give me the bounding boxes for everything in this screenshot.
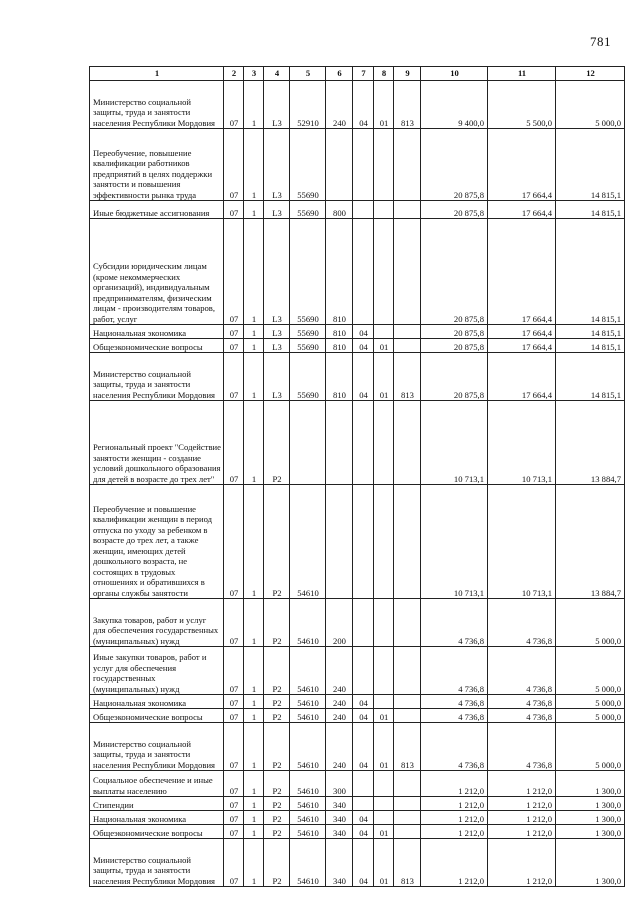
- amount-col-12-cell: 14 815,1: [556, 325, 625, 339]
- code-col-5-cell: 54610: [290, 825, 326, 839]
- code-col-6-cell: 810: [326, 325, 353, 339]
- row-name-cell: Национальная экономика: [90, 325, 224, 339]
- code-col-4-cell: P2: [264, 797, 290, 811]
- amount-col-11-cell: 17 664,4: [488, 129, 556, 201]
- code-col-6-cell: 240: [326, 647, 353, 695]
- code-col-4-cell: L3: [264, 219, 290, 325]
- code-col-2-cell: 07: [224, 401, 244, 485]
- code-col-5-cell: 54610: [290, 709, 326, 723]
- amount-col-10-cell: 1 212,0: [421, 825, 488, 839]
- code-col-7-cell: 04: [353, 695, 374, 709]
- row-name-cell: Общеэкономические вопросы: [90, 709, 224, 723]
- budget-table: [89, 66, 625, 887]
- amount-col-10-cell: 1 212,0: [421, 771, 488, 797]
- code-col-9-cell: [394, 599, 421, 647]
- amount-col-11-cell: 17 664,4: [488, 339, 556, 353]
- table-row: [90, 839, 625, 887]
- row-name-cell: Переобучение и повышение квалификации женщин в период отпуска по уходу за ребенком в возрасте до трех лет, а также женщин, имеющих детей дошкольного возраста, не состоящих в трудовых отношениях и обратившихся в органы службы занятости: [90, 485, 224, 599]
- table-row: [90, 401, 625, 485]
- code-col-8-cell: 01: [374, 81, 394, 129]
- code-col-8-cell: 01: [374, 339, 394, 353]
- code-col-2-cell: 07: [224, 129, 244, 201]
- code-col-8-cell: 01: [374, 709, 394, 723]
- code-col-4-cell: L3: [264, 325, 290, 339]
- amount-col-10-cell: 10 713,1: [421, 485, 488, 599]
- code-col-7-cell: 04: [353, 325, 374, 339]
- code-col-8-cell: [374, 325, 394, 339]
- code-col-6-cell: 240: [326, 723, 353, 771]
- code-col-6-cell: 240: [326, 695, 353, 709]
- amount-col-12-cell: 5 000,0: [556, 723, 625, 771]
- amount-col-11-cell: 4 736,8: [488, 709, 556, 723]
- code-col-3-cell: 1: [244, 129, 264, 201]
- amount-col-12-cell: 1 300,0: [556, 839, 625, 887]
- code-col-9-cell: [394, 797, 421, 811]
- code-col-4-cell: P2: [264, 647, 290, 695]
- amount-col-11-cell: 5 500,0: [488, 81, 556, 129]
- code-col-6-cell: [326, 485, 353, 599]
- code-col-5-cell: 54610: [290, 839, 326, 887]
- amount-col-12-cell: 5 000,0: [556, 709, 625, 723]
- amount-col-12-cell: 1 300,0: [556, 825, 625, 839]
- amount-col-12-cell: 13 884,7: [556, 401, 625, 485]
- code-col-5-cell: 54610: [290, 599, 326, 647]
- code-col-2-cell: 07: [224, 723, 244, 771]
- amount-col-12-cell: 14 815,1: [556, 219, 625, 325]
- code-col-9-cell: [394, 485, 421, 599]
- code-col-4-cell: P2: [264, 771, 290, 797]
- amount-col-10-cell: 4 736,8: [421, 723, 488, 771]
- code-col-7-cell: [353, 201, 374, 219]
- header-col-3: 3: [244, 67, 264, 81]
- code-col-3-cell: 1: [244, 353, 264, 401]
- table-row: [90, 723, 625, 771]
- amount-col-10-cell: 4 736,8: [421, 599, 488, 647]
- table-row: [90, 129, 625, 201]
- code-col-6-cell: [326, 129, 353, 201]
- code-col-9-cell: [394, 771, 421, 797]
- code-col-6-cell: 240: [326, 81, 353, 129]
- code-col-9-cell: [394, 339, 421, 353]
- amount-col-10-cell: 4 736,8: [421, 709, 488, 723]
- code-col-6-cell: 340: [326, 839, 353, 887]
- row-name-cell: Закупка товаров, работ и услуг для обеспечения государственных (муниципальных) нужд: [90, 599, 224, 647]
- table-row: [90, 81, 625, 129]
- code-col-9-cell: [394, 201, 421, 219]
- code-col-4-cell: P2: [264, 485, 290, 599]
- code-col-6-cell: 340: [326, 825, 353, 839]
- code-col-9-cell: 813: [394, 353, 421, 401]
- code-col-4-cell: L3: [264, 201, 290, 219]
- code-col-2-cell: 07: [224, 695, 244, 709]
- amount-col-12-cell: 14 815,1: [556, 129, 625, 201]
- code-col-2-cell: 07: [224, 353, 244, 401]
- amount-col-12-cell: 1 300,0: [556, 771, 625, 797]
- code-col-6-cell: 340: [326, 797, 353, 811]
- code-col-4-cell: P2: [264, 709, 290, 723]
- code-col-4-cell: P2: [264, 695, 290, 709]
- amount-col-11-cell: 4 736,8: [488, 723, 556, 771]
- code-col-5-cell: [290, 401, 326, 485]
- amount-col-12-cell: 5 000,0: [556, 647, 625, 695]
- code-col-3-cell: 1: [244, 825, 264, 839]
- code-col-2-cell: 07: [224, 201, 244, 219]
- amount-col-12-cell: 13 884,7: [556, 485, 625, 599]
- code-col-5-cell: 54610: [290, 771, 326, 797]
- code-col-3-cell: 1: [244, 695, 264, 709]
- code-col-6-cell: 300: [326, 771, 353, 797]
- code-col-2-cell: 07: [224, 771, 244, 797]
- table-row: [90, 599, 625, 647]
- row-name-cell: Общеэкономические вопросы: [90, 825, 224, 839]
- code-col-9-cell: [394, 695, 421, 709]
- header-col-11: 11: [488, 67, 556, 81]
- amount-col-10-cell: 20 875,8: [421, 353, 488, 401]
- code-col-4-cell: L3: [264, 129, 290, 201]
- code-col-2-cell: 07: [224, 325, 244, 339]
- code-col-7-cell: 04: [353, 353, 374, 401]
- header-col-5: 5: [290, 67, 326, 81]
- row-name-cell: Иные закупки товаров, работ и услуг для обеспечения государственных (муниципальных) нужд: [90, 647, 224, 695]
- amount-col-11-cell: 1 212,0: [488, 771, 556, 797]
- code-col-3-cell: 1: [244, 339, 264, 353]
- row-name-cell: Национальная экономика: [90, 695, 224, 709]
- row-name-cell: Национальная экономика: [90, 811, 224, 825]
- code-col-2-cell: 07: [224, 811, 244, 825]
- code-col-8-cell: [374, 129, 394, 201]
- table-row: [90, 201, 625, 219]
- table-row: [90, 485, 625, 599]
- page-number: 781: [590, 34, 611, 49]
- header-col-12: 12: [556, 67, 625, 81]
- code-col-8-cell: [374, 201, 394, 219]
- code-col-9-cell: 813: [394, 839, 421, 887]
- code-col-7-cell: [353, 797, 374, 811]
- header-col-2: 2: [224, 67, 244, 81]
- code-col-3-cell: 1: [244, 771, 264, 797]
- amount-col-12-cell: 5 000,0: [556, 81, 625, 129]
- amount-col-10-cell: 9 400,0: [421, 81, 488, 129]
- code-col-5-cell: 55690: [290, 201, 326, 219]
- code-col-6-cell: [326, 401, 353, 485]
- code-col-7-cell: 04: [353, 723, 374, 771]
- amount-col-10-cell: 10 713,1: [421, 401, 488, 485]
- header-col-4: 4: [264, 67, 290, 81]
- code-col-8-cell: [374, 647, 394, 695]
- amount-col-10-cell: 1 212,0: [421, 839, 488, 887]
- code-col-7-cell: 04: [353, 81, 374, 129]
- code-col-9-cell: [394, 825, 421, 839]
- amount-col-10-cell: 20 875,8: [421, 219, 488, 325]
- row-name-cell: Региональный проект "Содействие занятости женщин - создание условий дошкольного образования для детей в возрасте до трех лет": [90, 401, 224, 485]
- code-col-4-cell: L3: [264, 81, 290, 129]
- amount-col-10-cell: 20 875,8: [421, 129, 488, 201]
- header-col-7: 7: [353, 67, 374, 81]
- code-col-3-cell: 1: [244, 709, 264, 723]
- code-col-5-cell: 54610: [290, 695, 326, 709]
- table-row: [90, 825, 625, 839]
- amount-col-12-cell: 5 000,0: [556, 695, 625, 709]
- table-row: [90, 325, 625, 339]
- row-name-cell: Министерство социальной защиты, труда и занятости населения Республики Мордовия: [90, 723, 224, 771]
- code-col-2-cell: 07: [224, 219, 244, 325]
- amount-col-10-cell: 20 875,8: [421, 339, 488, 353]
- code-col-6-cell: 800: [326, 201, 353, 219]
- code-col-3-cell: 1: [244, 325, 264, 339]
- code-col-2-cell: 07: [224, 647, 244, 695]
- code-col-5-cell: 55690: [290, 325, 326, 339]
- code-col-4-cell: P2: [264, 723, 290, 771]
- code-col-8-cell: [374, 219, 394, 325]
- code-col-7-cell: [353, 485, 374, 599]
- row-name-cell: Субсидии юридическим лицам (кроме некоммерческих организаций), индивидуальным предпринимателям, физическим лицам - производителям товаров, работ, услуг: [90, 219, 224, 325]
- amount-col-12-cell: 5 000,0: [556, 599, 625, 647]
- table-row: [90, 219, 625, 325]
- table-row: [90, 771, 625, 797]
- code-col-2-cell: 07: [224, 485, 244, 599]
- table-row: [90, 339, 625, 353]
- code-col-3-cell: 1: [244, 811, 264, 825]
- code-col-7-cell: 04: [353, 825, 374, 839]
- code-col-9-cell: 813: [394, 81, 421, 129]
- code-col-2-cell: 07: [224, 825, 244, 839]
- code-col-3-cell: 1: [244, 485, 264, 599]
- code-col-3-cell: 1: [244, 839, 264, 887]
- amount-col-11-cell: 10 713,1: [488, 485, 556, 599]
- amount-col-11-cell: 17 664,4: [488, 219, 556, 325]
- code-col-9-cell: [394, 129, 421, 201]
- row-name-cell: Министерство социальной защиты, труда и занятости населения Республики Мордовия: [90, 353, 224, 401]
- row-name-cell: Переобучение, повышение квалификации работников предприятий в целях поддержки занятости и повышения эффективности рынка труда: [90, 129, 224, 201]
- code-col-5-cell: 52910: [290, 81, 326, 129]
- code-col-9-cell: [394, 325, 421, 339]
- code-col-6-cell: 810: [326, 219, 353, 325]
- code-col-8-cell: [374, 599, 394, 647]
- code-col-2-cell: 07: [224, 797, 244, 811]
- table-row: [90, 353, 625, 401]
- code-col-2-cell: 07: [224, 839, 244, 887]
- amount-col-11-cell: 17 664,4: [488, 353, 556, 401]
- code-col-9-cell: [394, 219, 421, 325]
- amount-col-10-cell: 20 875,8: [421, 201, 488, 219]
- amount-col-11-cell: 17 664,4: [488, 201, 556, 219]
- code-col-3-cell: 1: [244, 647, 264, 695]
- code-col-3-cell: 1: [244, 723, 264, 771]
- code-col-2-cell: 07: [224, 81, 244, 129]
- code-col-9-cell: [394, 811, 421, 825]
- amount-col-11-cell: 4 736,8: [488, 647, 556, 695]
- code-col-2-cell: 07: [224, 599, 244, 647]
- table-row: [90, 695, 625, 709]
- code-col-6-cell: 340: [326, 811, 353, 825]
- code-col-9-cell: 813: [394, 723, 421, 771]
- code-col-8-cell: [374, 797, 394, 811]
- code-col-4-cell: P2: [264, 811, 290, 825]
- code-col-5-cell: 54610: [290, 485, 326, 599]
- code-col-3-cell: 1: [244, 201, 264, 219]
- code-col-2-cell: 07: [224, 339, 244, 353]
- amount-col-12-cell: 14 815,1: [556, 353, 625, 401]
- code-col-5-cell: 54610: [290, 811, 326, 825]
- code-col-8-cell: [374, 485, 394, 599]
- code-col-3-cell: 1: [244, 401, 264, 485]
- code-col-6-cell: 810: [326, 353, 353, 401]
- code-col-6-cell: 810: [326, 339, 353, 353]
- code-col-7-cell: 04: [353, 339, 374, 353]
- code-col-4-cell: P2: [264, 401, 290, 485]
- code-col-3-cell: 1: [244, 81, 264, 129]
- table-header-row: [90, 67, 625, 81]
- code-col-7-cell: [353, 401, 374, 485]
- row-name-cell: Министерство социальной защиты, труда и занятости населения Республики Мордовия: [90, 839, 224, 887]
- row-name-cell: Министерство социальной защиты, труда и занятости населения Республики Мордовия: [90, 81, 224, 129]
- code-col-7-cell: [353, 771, 374, 797]
- row-name-cell: Иные бюджетные ассигнования: [90, 201, 224, 219]
- amount-col-11-cell: 4 736,8: [488, 599, 556, 647]
- amount-col-10-cell: 4 736,8: [421, 647, 488, 695]
- amount-col-12-cell: 1 300,0: [556, 811, 625, 825]
- code-col-4-cell: P2: [264, 839, 290, 887]
- code-col-5-cell: 54610: [290, 797, 326, 811]
- amount-col-12-cell: 14 815,1: [556, 339, 625, 353]
- header-col-1: 1: [90, 67, 224, 81]
- code-col-5-cell: 55690: [290, 339, 326, 353]
- amount-col-10-cell: 4 736,8: [421, 695, 488, 709]
- code-col-4-cell: P2: [264, 599, 290, 647]
- table-row: [90, 811, 625, 825]
- code-col-5-cell: 55690: [290, 353, 326, 401]
- code-col-9-cell: [394, 647, 421, 695]
- code-col-4-cell: P2: [264, 825, 290, 839]
- amount-col-11-cell: 10 713,1: [488, 401, 556, 485]
- amount-col-11-cell: 17 664,4: [488, 325, 556, 339]
- row-name-cell: Социальное обеспечение и иные выплаты населению: [90, 771, 224, 797]
- code-col-5-cell: 54610: [290, 723, 326, 771]
- code-col-6-cell: 240: [326, 709, 353, 723]
- header-col-10: 10: [421, 67, 488, 81]
- code-col-7-cell: [353, 599, 374, 647]
- code-col-8-cell: 01: [374, 825, 394, 839]
- amount-col-12-cell: 1 300,0: [556, 797, 625, 811]
- amount-col-11-cell: 4 736,8: [488, 695, 556, 709]
- code-col-4-cell: L3: [264, 353, 290, 401]
- code-col-7-cell: 04: [353, 811, 374, 825]
- table-row: [90, 647, 625, 695]
- code-col-3-cell: 1: [244, 219, 264, 325]
- code-col-7-cell: 04: [353, 839, 374, 887]
- code-col-5-cell: 55690: [290, 219, 326, 325]
- code-col-6-cell: 200: [326, 599, 353, 647]
- code-col-7-cell: [353, 219, 374, 325]
- code-col-9-cell: [394, 401, 421, 485]
- code-col-3-cell: 1: [244, 599, 264, 647]
- table-body: [90, 81, 625, 887]
- code-col-5-cell: 55690: [290, 129, 326, 201]
- code-col-8-cell: [374, 401, 394, 485]
- row-name-cell: Стипендии: [90, 797, 224, 811]
- amount-col-12-cell: 14 815,1: [556, 201, 625, 219]
- code-col-8-cell: 01: [374, 723, 394, 771]
- header-col-8: 8: [374, 67, 394, 81]
- amount-col-10-cell: 20 875,8: [421, 325, 488, 339]
- code-col-3-cell: 1: [244, 797, 264, 811]
- code-col-7-cell: [353, 647, 374, 695]
- amount-col-10-cell: 1 212,0: [421, 797, 488, 811]
- table-row: [90, 797, 625, 811]
- code-col-8-cell: [374, 771, 394, 797]
- amount-col-11-cell: 1 212,0: [488, 825, 556, 839]
- code-col-8-cell: [374, 695, 394, 709]
- amount-col-11-cell: 1 212,0: [488, 797, 556, 811]
- code-col-8-cell: [374, 811, 394, 825]
- code-col-2-cell: 07: [224, 709, 244, 723]
- code-col-8-cell: 01: [374, 839, 394, 887]
- amount-col-11-cell: 1 212,0: [488, 811, 556, 825]
- code-col-4-cell: L3: [264, 339, 290, 353]
- amount-col-11-cell: 1 212,0: [488, 839, 556, 887]
- code-col-7-cell: 04: [353, 709, 374, 723]
- code-col-7-cell: [353, 129, 374, 201]
- table-row: [90, 709, 625, 723]
- header-col-9: 9: [394, 67, 421, 81]
- header-col-6: 6: [326, 67, 353, 81]
- code-col-9-cell: [394, 709, 421, 723]
- code-col-8-cell: 01: [374, 353, 394, 401]
- code-col-5-cell: 54610: [290, 647, 326, 695]
- amount-col-10-cell: 1 212,0: [421, 811, 488, 825]
- row-name-cell: Общеэкономические вопросы: [90, 339, 224, 353]
